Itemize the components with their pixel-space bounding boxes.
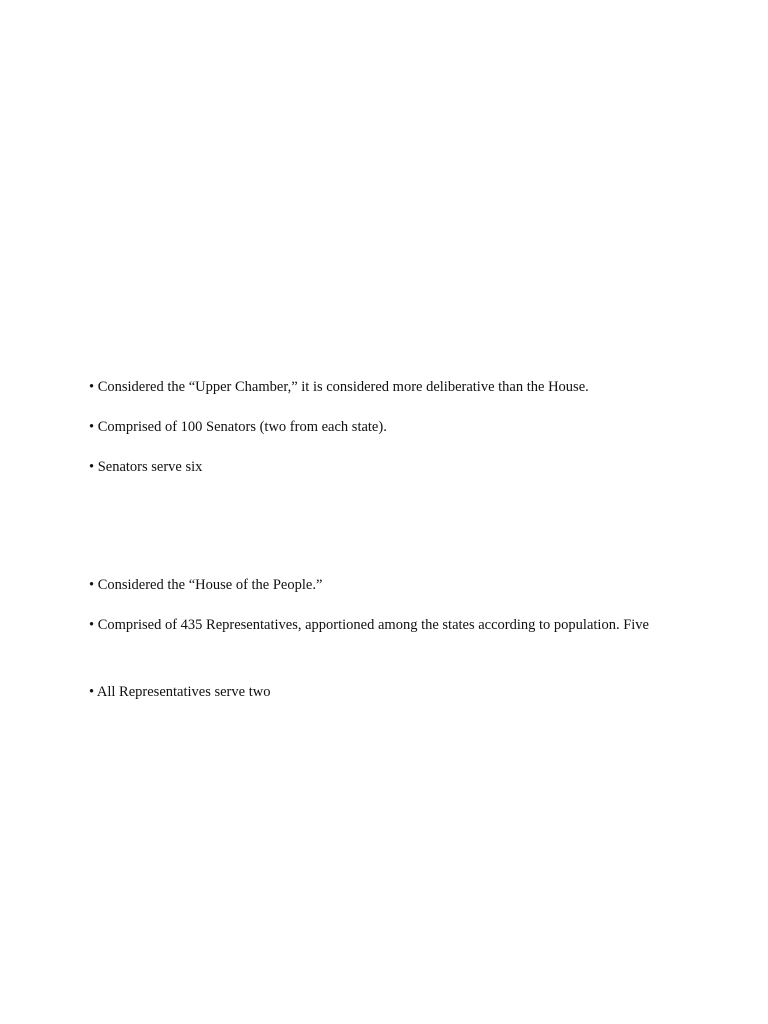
senate-bullet-term: • Senators serve six <box>89 459 203 475</box>
house-bullet-people: • Considered the “House of the People.” <box>89 577 323 593</box>
senate-bullet-upper-chamber: • Considered the “Upper Chamber,” it is considered more deliberative than the House. <box>89 379 589 395</box>
senate-bullet-composition: • Comprised of 100 Senators (two from each state). <box>89 419 387 435</box>
house-bullet-term: • All Representatives serve two <box>89 684 271 700</box>
house-bullet-composition: • Comprised of 435 Representatives, apportioned among the states according to population. Five <box>89 617 649 633</box>
